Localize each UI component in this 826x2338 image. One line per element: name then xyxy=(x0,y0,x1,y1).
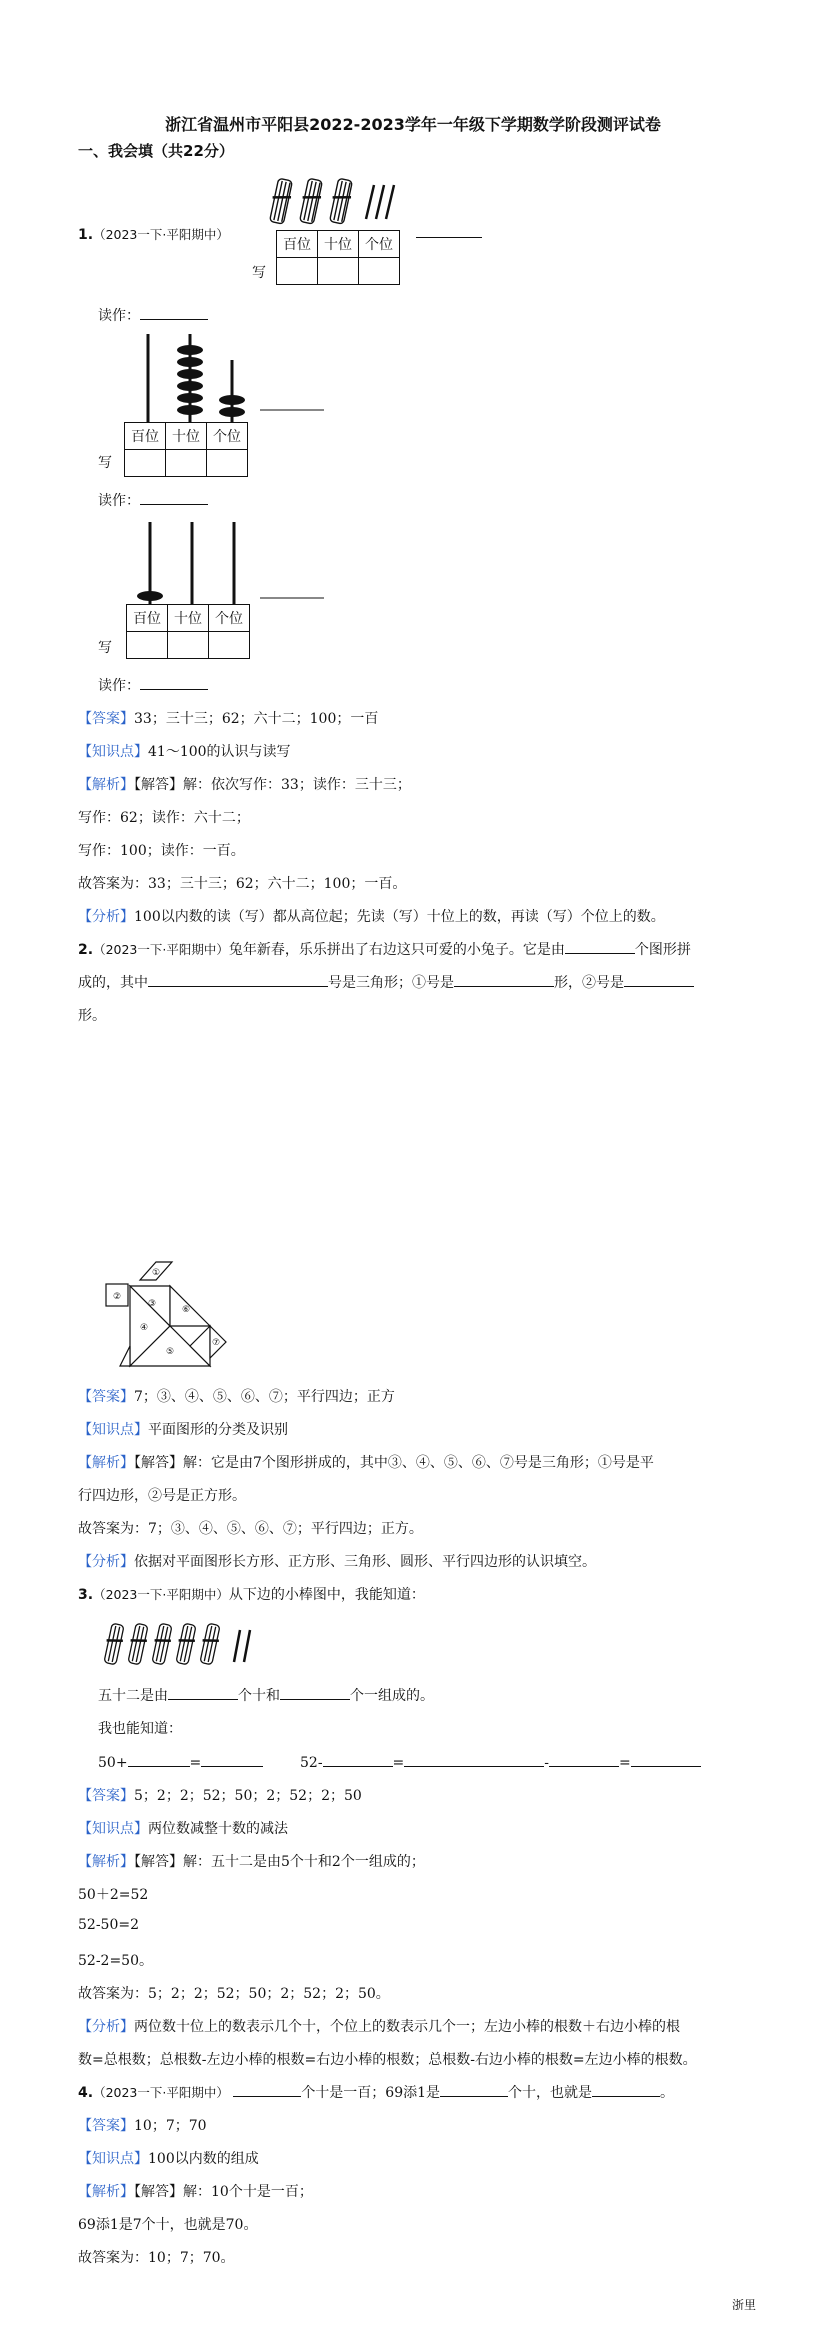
cell[interactable] xyxy=(127,632,168,659)
q1-analysis-line: 写作：62；读作：六十二； xyxy=(78,810,250,826)
header-tens: 十位 xyxy=(318,231,359,258)
q3-stem: 3.（2023一下·平阳期中）从下边的小棒图中，我能知道： xyxy=(78,1587,425,1603)
q3-explanation: 【分析】两位数十位上的数表示几个十，个位上的数表示几个一；左边小棒的根数＋右边小棒的根 xyxy=(78,2019,680,2035)
q2-analysis-line: 故答案为：7；③、④、⑤、⑥、⑦；平行四边；正方。 xyxy=(78,1521,423,1537)
cell[interactable] xyxy=(166,450,207,477)
q3-analysis-line: 故答案为：5；2；2；52；50；2；52；2；50。 xyxy=(78,1986,390,2002)
shape-label-4: ④ xyxy=(139,1323,149,1333)
shape-label-7: ⑦ xyxy=(211,1338,221,1348)
q3-explanation-cont: 数=总根数；总根数-左边小棒的根数=右边小棒的根数；总根数-右边小棒的根数=左边小棒的根数。 xyxy=(78,2052,697,2068)
cell[interactable] xyxy=(207,450,248,477)
q3-answer: 【答案】5；2；2；52；50；2；52；2；50 xyxy=(78,1788,362,1804)
abacus-image-1 xyxy=(122,330,332,430)
q3-equation-2: 52- = - = xyxy=(300,1752,701,1771)
header-ones: 个位 xyxy=(359,231,400,258)
header-hundreds: 百位 xyxy=(125,423,166,450)
abacus-image-2 xyxy=(124,518,334,608)
cell[interactable] xyxy=(168,632,209,659)
answer-blank[interactable] xyxy=(592,2082,660,2097)
q4-analysis-line: 故答案为：10；7；70。 xyxy=(78,2250,235,2266)
q1-analysis-line: 故答案为：33；三十三；62；六十二；100；一百。 xyxy=(78,876,407,892)
header-tens: 十位 xyxy=(166,423,207,450)
page-footer: 浙里 xyxy=(731,2298,756,2312)
q3-analysis-line: 50＋2=52 xyxy=(78,1887,149,1903)
answer-blank[interactable] xyxy=(440,2082,508,2097)
answer-blank[interactable] xyxy=(168,1685,238,1700)
answer-blank[interactable] xyxy=(140,490,208,505)
read-label: 读作： xyxy=(98,490,208,510)
q2-analysis-line: 【解析】【解答】解：它是由7个图形拼成的，其中③、④、⑤、⑥、⑦号是三角形；①号是平 xyxy=(78,1455,654,1471)
place-value-table-1 xyxy=(276,230,400,285)
q2-stem-line1: 2.（2023一下·平阳期中）兔年新春，乐乐拼出了右边这只可爱的小兔子。它是由 个图形拼 xyxy=(78,939,691,959)
shape-label-1: ① xyxy=(151,1268,161,1278)
q2-explanation: 【分析】依据对平面图形长方形、正方形、三角形、圆形、平行四边形的认识填空。 xyxy=(78,1554,596,1570)
q2-stem-line3: 形。 xyxy=(78,1008,106,1024)
answer-blank[interactable] xyxy=(280,1685,350,1700)
answer-blank[interactable] xyxy=(454,972,554,987)
q1-analysis-line: 【解析】【解答】解：依次写作：33；读作：三十三； xyxy=(78,777,411,793)
q3-knowledge-point: 【知识点】两位数减整十数的减法 xyxy=(78,1821,288,1837)
cell[interactable] xyxy=(125,450,166,477)
cell[interactable] xyxy=(359,258,400,285)
answer-blank[interactable] xyxy=(404,1752,544,1767)
cell[interactable] xyxy=(277,258,318,285)
q3-equation-1: 50+ = xyxy=(98,1752,263,1771)
q1-knowledge-point: 【知识点】41～100的认识与读写 xyxy=(78,744,291,760)
shape-label-5: ⑤ xyxy=(165,1347,175,1357)
section-heading: 一、我会填（共22分） xyxy=(78,142,234,160)
stick-bundles-image xyxy=(262,175,412,227)
answer-blank[interactable] xyxy=(323,1752,393,1767)
header-tens: 十位 xyxy=(168,605,209,632)
answer-blank[interactable] xyxy=(128,1752,190,1767)
q2-stem-line2: 成的，其中 号是三角形；①号是 形，②号是 xyxy=(78,972,694,992)
q3-analysis-line: 52-50=2 xyxy=(78,1917,139,1933)
answer-blank[interactable] xyxy=(148,972,328,987)
answer-blank[interactable] xyxy=(140,305,208,320)
q4-analysis-line: 69添1是7个十，也就是70。 xyxy=(78,2217,258,2233)
q2-knowledge-point: 【知识点】平面图形的分类及识别 xyxy=(78,1422,288,1438)
write-label: 写 xyxy=(98,640,112,656)
answer-blank[interactable] xyxy=(549,1752,619,1767)
header-ones: 个位 xyxy=(209,605,250,632)
q3-analysis-line: 52-2=50。 xyxy=(78,1953,153,1969)
shape-label-6: ⑥ xyxy=(181,1305,191,1315)
q1-analysis-line: 写作：100；读作：一百。 xyxy=(78,843,245,859)
answer-blank[interactable] xyxy=(201,1752,263,1767)
q2-answer: 【答案】7；③、④、⑤、⑥、⑦；平行四边；正方 xyxy=(78,1389,395,1405)
stick-bundles-image-2 xyxy=(100,1620,270,1668)
q3-line1: 五十二是由 个十和 个一组成的。 xyxy=(98,1685,434,1705)
q4-knowledge-point: 【知识点】100以内数的组成 xyxy=(78,2151,259,2167)
read-label: 读作： xyxy=(98,305,208,325)
answer-blank[interactable] xyxy=(565,939,635,954)
q4-analysis-line: 【解析】【解答】解：10个十是一百； xyxy=(78,2184,313,2200)
q4-answer: 【答案】10；7；70 xyxy=(78,2118,207,2134)
answer-blank[interactable] xyxy=(233,2082,301,2097)
page-title: 浙江省温州市平阳县2022-2023学年一年级下学期数学阶段测评试卷 xyxy=(165,115,661,134)
answer-blank[interactable] xyxy=(624,972,694,987)
write-label: 写 xyxy=(98,455,112,471)
q3-line2: 我也能知道： xyxy=(98,1721,182,1737)
header-ones: 个位 xyxy=(207,423,248,450)
place-value-table-3 xyxy=(126,604,250,659)
answer-blank[interactable] xyxy=(416,237,482,238)
q1-explanation: 【分析】100以内数的读（写）都从高位起；先读（写）十位上的数，再读（写）个位上的数。 xyxy=(78,909,665,925)
shape-label-2: ② xyxy=(112,1292,122,1302)
q3-analysis-line: 【解析】【解答】解：五十二是由5个十和2个一组成的； xyxy=(78,1854,425,1870)
answer-blank[interactable] xyxy=(631,1752,701,1767)
q2-analysis-line: 行四边形，②号是正方形。 xyxy=(78,1488,246,1504)
place-value-table-2 xyxy=(124,422,248,477)
rabbit-tangram-image xyxy=(100,1258,235,1370)
cell[interactable] xyxy=(318,258,359,285)
shape-label-3: ③ xyxy=(147,1299,157,1309)
read-label: 读作： xyxy=(98,675,208,695)
cell[interactable] xyxy=(209,632,250,659)
write-label: 写 xyxy=(252,265,266,281)
q4-stem: 4.（2023一下·平阳期中） 个十是一百；69添1是 个十，也就是 。 xyxy=(78,2082,674,2102)
q1-header: 1.（2023一下·平阳期中） xyxy=(78,227,229,243)
header-hundreds: 百位 xyxy=(127,605,168,632)
answer-blank[interactable] xyxy=(140,675,208,690)
q1-answer: 【答案】33；三十三；62；六十二；100；一百 xyxy=(78,711,379,727)
header-hundreds: 百位 xyxy=(277,231,318,258)
